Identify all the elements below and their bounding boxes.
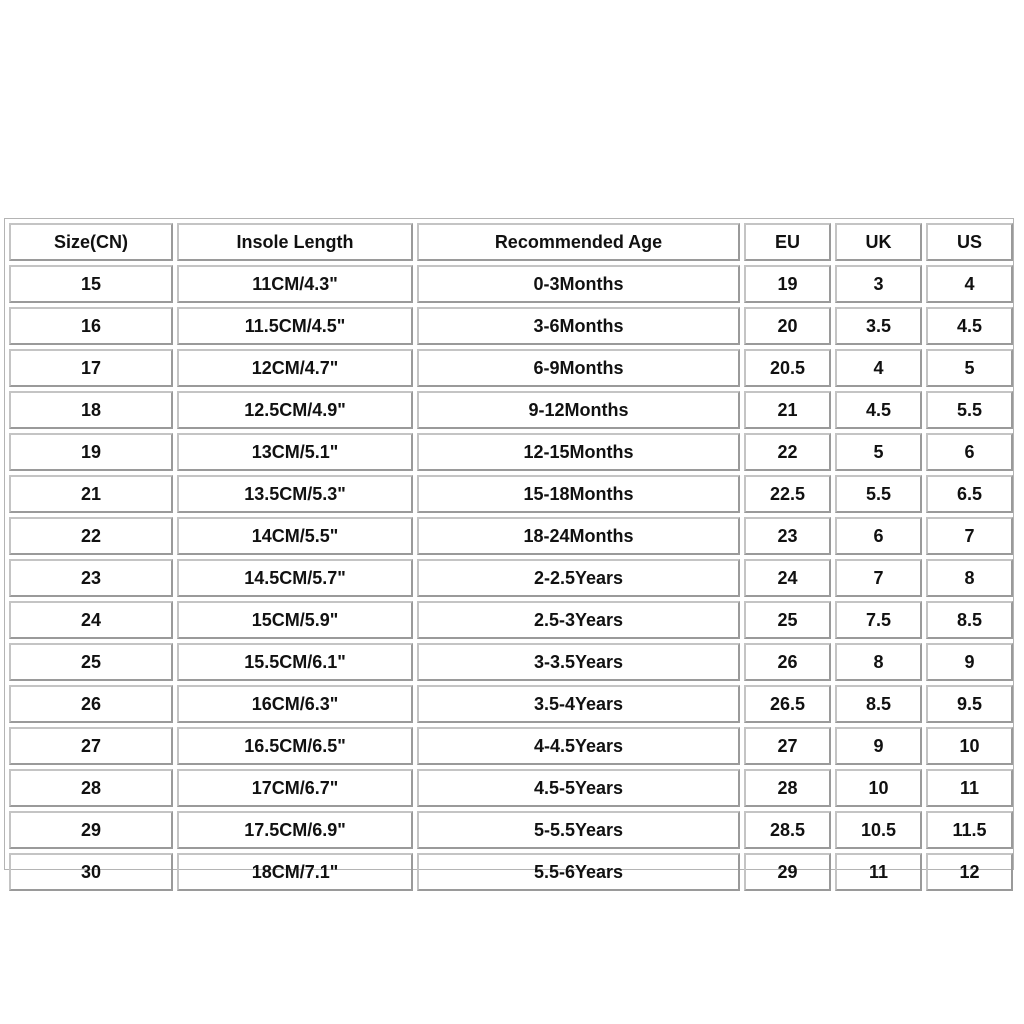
cell-us: 11 — [926, 769, 1013, 807]
table-row — [9, 811, 1013, 849]
cell-recommended-age: 18-24Months — [417, 517, 740, 555]
cell-insole-length: 15CM/5.9" — [177, 601, 413, 639]
cell-recommended-age: 5.5-6Years — [417, 853, 740, 891]
cell-eu: 24 — [744, 559, 831, 597]
header-us: US — [926, 223, 1013, 261]
cell-us: 4 — [926, 265, 1013, 303]
cell-eu: 20.5 — [744, 349, 831, 387]
table-row — [9, 391, 1013, 429]
cell-eu: 27 — [744, 727, 831, 765]
cell-us: 5 — [926, 349, 1013, 387]
cell-size-cn: 18 — [9, 391, 173, 429]
cell-size-cn: 16 — [9, 307, 173, 345]
cell-uk: 6 — [835, 517, 922, 555]
cell-insole-length: 14CM/5.5" — [177, 517, 413, 555]
cell-eu: 25 — [744, 601, 831, 639]
cell-eu: 23 — [744, 517, 831, 555]
cell-us: 6.5 — [926, 475, 1013, 513]
cell-eu: 29 — [744, 853, 831, 891]
cell-eu: 22 — [744, 433, 831, 471]
table-row — [9, 769, 1013, 807]
cell-size-cn: 25 — [9, 643, 173, 681]
cell-uk: 7.5 — [835, 601, 922, 639]
cell-uk: 10 — [835, 769, 922, 807]
cell-recommended-age: 5-5.5Years — [417, 811, 740, 849]
table-row — [9, 265, 1013, 303]
cell-recommended-age: 6-9Months — [417, 349, 740, 387]
cell-us: 9.5 — [926, 685, 1013, 723]
cell-uk: 10.5 — [835, 811, 922, 849]
cell-recommended-age: 15-18Months — [417, 475, 740, 513]
cell-uk: 8.5 — [835, 685, 922, 723]
table-row — [9, 307, 1013, 345]
header-size-cn: Size(CN) — [9, 223, 173, 261]
cell-recommended-age: 9-12Months — [417, 391, 740, 429]
cell-size-cn: 30 — [9, 853, 173, 891]
cell-insole-length: 12CM/4.7" — [177, 349, 413, 387]
cell-recommended-age: 3-3.5Years — [417, 643, 740, 681]
cell-us: 5.5 — [926, 391, 1013, 429]
cell-us: 8.5 — [926, 601, 1013, 639]
cell-eu: 26 — [744, 643, 831, 681]
table-row — [9, 853, 1013, 891]
cell-eu: 20 — [744, 307, 831, 345]
cell-uk: 8 — [835, 643, 922, 681]
cell-us: 11.5 — [926, 811, 1013, 849]
cell-size-cn: 24 — [9, 601, 173, 639]
cell-insole-length: 16.5CM/6.5" — [177, 727, 413, 765]
cell-us: 6 — [926, 433, 1013, 471]
table-row — [9, 559, 1013, 597]
cell-us: 9 — [926, 643, 1013, 681]
cell-us: 4.5 — [926, 307, 1013, 345]
cell-uk: 3 — [835, 265, 922, 303]
size-chart — [4, 218, 1014, 882]
size-table — [5, 219, 1017, 895]
table-row — [9, 517, 1013, 555]
cell-insole-length: 11.5CM/4.5" — [177, 307, 413, 345]
cell-insole-length: 12.5CM/4.9" — [177, 391, 413, 429]
cell-recommended-age: 3.5-4Years — [417, 685, 740, 723]
cell-uk: 5 — [835, 433, 922, 471]
cell-size-cn: 27 — [9, 727, 173, 765]
cell-eu: 28.5 — [744, 811, 831, 849]
table-row — [9, 433, 1013, 471]
header-recommended-age: Recommended Age — [417, 223, 740, 261]
cell-insole-length: 18CM/7.1" — [177, 853, 413, 891]
cell-uk: 7 — [835, 559, 922, 597]
cell-size-cn: 22 — [9, 517, 173, 555]
cell-insole-length: 16CM/6.3" — [177, 685, 413, 723]
cell-eu: 19 — [744, 265, 831, 303]
cell-us: 7 — [926, 517, 1013, 555]
cell-insole-length: 13.5CM/5.3" — [177, 475, 413, 513]
cell-size-cn: 28 — [9, 769, 173, 807]
cell-uk: 11 — [835, 853, 922, 891]
table-row — [9, 475, 1013, 513]
cell-eu: 26.5 — [744, 685, 831, 723]
cell-eu: 21 — [744, 391, 831, 429]
cell-insole-length: 11CM/4.3" — [177, 265, 413, 303]
table-row — [9, 601, 1013, 639]
table-row — [9, 685, 1013, 723]
header-insole-length: Insole Length — [177, 223, 413, 261]
table-body — [9, 265, 1013, 891]
cell-us: 8 — [926, 559, 1013, 597]
cell-insole-length: 13CM/5.1" — [177, 433, 413, 471]
cell-size-cn: 26 — [9, 685, 173, 723]
cell-insole-length: 14.5CM/5.7" — [177, 559, 413, 597]
cell-recommended-age: 2.5-3Years — [417, 601, 740, 639]
cell-recommended-age: 4.5-5Years — [417, 769, 740, 807]
cell-us: 12 — [926, 853, 1013, 891]
cell-size-cn: 19 — [9, 433, 173, 471]
header-row — [9, 223, 1013, 261]
table-row — [9, 643, 1013, 681]
cell-recommended-age: 2-2.5Years — [417, 559, 740, 597]
cell-us: 10 — [926, 727, 1013, 765]
header-eu: EU — [744, 223, 831, 261]
cell-insole-length: 17.5CM/6.9" — [177, 811, 413, 849]
table-row — [9, 727, 1013, 765]
cell-uk: 3.5 — [835, 307, 922, 345]
cell-size-cn: 23 — [9, 559, 173, 597]
cell-insole-length: 17CM/6.7" — [177, 769, 413, 807]
cell-uk: 4.5 — [835, 391, 922, 429]
cell-eu: 22.5 — [744, 475, 831, 513]
cell-uk: 5.5 — [835, 475, 922, 513]
cell-size-cn: 15 — [9, 265, 173, 303]
cell-insole-length: 15.5CM/6.1" — [177, 643, 413, 681]
cell-recommended-age: 3-6Months — [417, 307, 740, 345]
header-uk: UK — [835, 223, 922, 261]
cell-recommended-age: 12-15Months — [417, 433, 740, 471]
cell-eu: 28 — [744, 769, 831, 807]
cell-uk: 4 — [835, 349, 922, 387]
cell-recommended-age: 4-4.5Years — [417, 727, 740, 765]
cell-recommended-age: 0-3Months — [417, 265, 740, 303]
cell-size-cn: 29 — [9, 811, 173, 849]
cell-size-cn: 17 — [9, 349, 173, 387]
cell-size-cn: 21 — [9, 475, 173, 513]
cell-uk: 9 — [835, 727, 922, 765]
table-row — [9, 349, 1013, 387]
